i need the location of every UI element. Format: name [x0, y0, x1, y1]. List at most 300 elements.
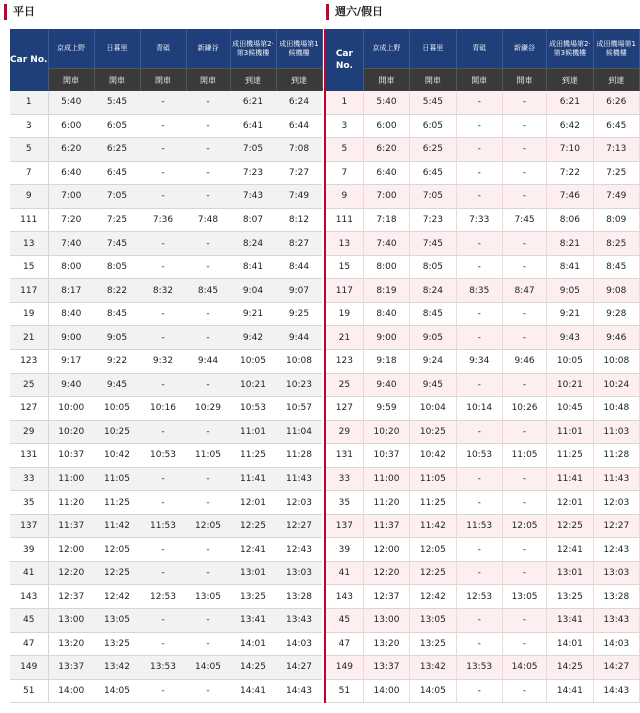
weekend-header-5: 成田機場第2‧第3候機樓: [547, 29, 593, 69]
time-cell: -: [502, 185, 546, 209]
time-cell: 13:00: [363, 609, 409, 633]
car-number-cell: 39: [325, 538, 363, 562]
time-cell: -: [140, 491, 186, 515]
car-number-cell: 41: [325, 561, 363, 585]
time-cell: 12:27: [276, 514, 322, 538]
time-cell: 6:00: [363, 114, 409, 138]
time-cell: 10:05: [230, 350, 276, 374]
time-cell: 7:45: [502, 208, 546, 232]
table-row: [325, 185, 640, 209]
time-cell: 9:05: [547, 279, 593, 303]
table-row: [325, 302, 640, 326]
weekday-timetable: [10, 29, 323, 703]
time-cell: -: [186, 138, 230, 162]
table-row: [10, 467, 322, 491]
time-cell: 13:28: [593, 585, 639, 609]
time-cell: -: [502, 538, 546, 562]
time-cell: 8:00: [363, 255, 409, 279]
time-cell: 7:00: [363, 185, 409, 209]
weekday-subheader-5: 到達: [276, 69, 322, 92]
table-row: [325, 138, 640, 162]
time-cell: -: [186, 326, 230, 350]
time-cell: -: [456, 373, 502, 397]
time-cell: 9:59: [363, 397, 409, 421]
time-cell: 9:05: [94, 326, 140, 350]
car-number-cell: 149: [10, 656, 48, 680]
time-cell: 11:41: [547, 467, 593, 491]
time-cell: 5:45: [410, 91, 456, 114]
table-row: [10, 138, 322, 162]
time-cell: 9:45: [410, 373, 456, 397]
car-number-cell: 29: [10, 420, 48, 444]
time-cell: 11:42: [410, 514, 456, 538]
time-cell: -: [186, 561, 230, 585]
time-cell: -: [502, 326, 546, 350]
time-cell: 13:01: [547, 561, 593, 585]
time-cell: 10:00: [48, 397, 94, 421]
time-cell: 9:28: [593, 302, 639, 326]
table-row: [10, 561, 322, 585]
car-number-cell: 9: [325, 185, 363, 209]
table-row: [325, 91, 640, 114]
weekend-subheader-1: 開車: [410, 69, 456, 92]
time-cell: -: [140, 326, 186, 350]
time-cell: 13:01: [230, 561, 276, 585]
table-row: [325, 326, 640, 350]
time-cell: 9:46: [502, 350, 546, 374]
time-cell: 10:57: [276, 397, 322, 421]
time-cell: 7:10: [547, 138, 593, 162]
time-cell: -: [186, 302, 230, 326]
time-cell: 10:23: [276, 373, 322, 397]
time-cell: 12:43: [276, 538, 322, 562]
time-cell: 10:04: [410, 397, 456, 421]
table-row: [325, 255, 640, 279]
time-cell: 11:25: [410, 491, 456, 515]
table-row: [10, 255, 322, 279]
time-cell: 9:46: [593, 326, 639, 350]
time-cell: 9:44: [276, 326, 322, 350]
time-cell: 9:45: [94, 373, 140, 397]
time-cell: 14:27: [276, 656, 322, 680]
time-cell: 10:45: [547, 397, 593, 421]
time-cell: 12:01: [230, 491, 276, 515]
car-number-cell: 7: [325, 161, 363, 185]
time-cell: 7:49: [276, 185, 322, 209]
time-cell: 7:40: [48, 232, 94, 256]
time-cell: 9:24: [410, 350, 456, 374]
time-cell: -: [502, 302, 546, 326]
time-cell: -: [456, 114, 502, 138]
time-cell: 10:37: [363, 444, 409, 468]
time-cell: 5:40: [48, 91, 94, 114]
weekday-header-1: 京成上野: [48, 29, 94, 69]
time-cell: 6:00: [48, 114, 94, 138]
time-cell: 6:21: [547, 91, 593, 114]
time-cell: 8:45: [410, 302, 456, 326]
weekend-subheader-4: 到達: [547, 69, 593, 92]
car-number-cell: 45: [10, 609, 48, 633]
time-cell: 9:21: [547, 302, 593, 326]
time-cell: -: [456, 185, 502, 209]
car-number-cell: 111: [325, 208, 363, 232]
time-cell: 8:45: [593, 255, 639, 279]
time-cell: 12:25: [230, 514, 276, 538]
time-cell: 14:43: [276, 679, 322, 703]
time-cell: 12:41: [230, 538, 276, 562]
time-cell: -: [186, 609, 230, 633]
time-cell: -: [456, 161, 502, 185]
table-row: [10, 609, 322, 633]
table-row: [10, 538, 322, 562]
time-cell: 7:43: [230, 185, 276, 209]
time-cell: -: [456, 255, 502, 279]
weekend-header-1: 京成上野: [363, 29, 409, 69]
time-cell: 13:25: [230, 585, 276, 609]
time-cell: 8:21: [547, 232, 593, 256]
time-cell: -: [186, 679, 230, 703]
time-cell: 11:04: [276, 420, 322, 444]
time-cell: 7:25: [94, 208, 140, 232]
time-cell: 13:25: [410, 632, 456, 656]
time-cell: -: [456, 632, 502, 656]
time-cell: 9:00: [363, 326, 409, 350]
time-cell: 9:05: [410, 326, 456, 350]
table-row: [325, 585, 640, 609]
time-cell: 12:20: [363, 561, 409, 585]
time-cell: 14:05: [186, 656, 230, 680]
time-cell: 12:25: [94, 561, 140, 585]
time-cell: -: [456, 538, 502, 562]
weekend-header-2: 日暮里: [410, 29, 456, 69]
time-cell: 13:43: [276, 609, 322, 633]
time-cell: 7:05: [94, 185, 140, 209]
time-cell: -: [502, 609, 546, 633]
time-cell: -: [186, 538, 230, 562]
table-row: [10, 420, 322, 444]
car-number-cell: 123: [325, 350, 363, 374]
time-cell: 8:24: [410, 279, 456, 303]
time-cell: 8:41: [230, 255, 276, 279]
time-cell: 10:53: [230, 397, 276, 421]
time-cell: 10:20: [363, 420, 409, 444]
table-row: [325, 279, 640, 303]
time-cell: 11:53: [140, 514, 186, 538]
time-cell: 6:41: [230, 114, 276, 138]
weekday-header-0: Car No.: [10, 29, 48, 91]
car-number-cell: 117: [10, 279, 48, 303]
table-row: [10, 302, 322, 326]
time-cell: -: [186, 185, 230, 209]
time-cell: 6:26: [593, 91, 639, 114]
time-cell: 6:40: [363, 161, 409, 185]
car-number-cell: 149: [325, 656, 363, 680]
table-row: [10, 679, 322, 703]
table-row: [325, 397, 640, 421]
table-row: [325, 679, 640, 703]
time-cell: 7:05: [230, 138, 276, 162]
car-number-cell: 143: [10, 585, 48, 609]
time-cell: 13:53: [456, 656, 502, 680]
time-cell: 7:49: [593, 185, 639, 209]
time-cell: 7:08: [276, 138, 322, 162]
time-cell: -: [502, 632, 546, 656]
time-cell: 9:40: [363, 373, 409, 397]
time-cell: 9:34: [456, 350, 502, 374]
weekday-header-5: 成田機場第2‧第3候機樓: [230, 29, 276, 69]
time-cell: 14:41: [230, 679, 276, 703]
time-cell: -: [186, 232, 230, 256]
time-cell: 8:00: [48, 255, 94, 279]
car-number-cell: 39: [10, 538, 48, 562]
time-cell: 11:05: [410, 467, 456, 491]
time-cell: 10:42: [94, 444, 140, 468]
time-cell: -: [140, 420, 186, 444]
time-cell: 5:40: [363, 91, 409, 114]
table-row: [325, 609, 640, 633]
time-cell: 13:05: [186, 585, 230, 609]
weekday-header-2: 日暮里: [94, 29, 140, 69]
car-number-cell: 1: [325, 91, 363, 114]
time-cell: -: [502, 114, 546, 138]
table-row: [10, 161, 322, 185]
car-number-cell: 51: [325, 679, 363, 703]
time-cell: -: [140, 161, 186, 185]
time-cell: 6:24: [276, 91, 322, 114]
weekend-section-title: 週六/假日: [326, 4, 383, 20]
weekday-header-3: 青砥: [140, 29, 186, 69]
table-row: [325, 161, 640, 185]
time-cell: 7:20: [48, 208, 94, 232]
table-row: [325, 444, 640, 468]
time-cell: 14:05: [502, 656, 546, 680]
time-cell: 11:42: [94, 514, 140, 538]
table-row: [10, 279, 322, 303]
time-cell: 13:00: [48, 609, 94, 633]
time-cell: 8:32: [140, 279, 186, 303]
time-cell: 11:25: [547, 444, 593, 468]
car-number-cell: 19: [10, 302, 48, 326]
weekend-timetable: [324, 29, 640, 703]
car-number-cell: 15: [325, 255, 363, 279]
time-cell: 14:05: [410, 679, 456, 703]
car-number-cell: 19: [325, 302, 363, 326]
car-number-cell: 1: [10, 91, 48, 114]
car-number-cell: 33: [10, 467, 48, 491]
time-cell: 10:21: [547, 373, 593, 397]
time-cell: 8:17: [48, 279, 94, 303]
table-row: [325, 514, 640, 538]
time-cell: 12:03: [276, 491, 322, 515]
time-cell: 12:05: [410, 538, 456, 562]
time-cell: 9:08: [593, 279, 639, 303]
car-number-cell: 15: [10, 255, 48, 279]
time-cell: 14:03: [593, 632, 639, 656]
table-row: [325, 114, 640, 138]
time-cell: -: [140, 538, 186, 562]
time-cell: 10:37: [48, 444, 94, 468]
time-cell: 8:22: [94, 279, 140, 303]
car-number-cell: 3: [10, 114, 48, 138]
weekend-subheader-5: 到達: [593, 69, 639, 92]
table-row: [325, 632, 640, 656]
time-cell: -: [456, 302, 502, 326]
time-cell: -: [186, 255, 230, 279]
time-cell: 12:25: [410, 561, 456, 585]
time-cell: 8:05: [410, 255, 456, 279]
table-row: [10, 444, 322, 468]
time-cell: -: [456, 491, 502, 515]
time-cell: 7:45: [94, 232, 140, 256]
table-row: [10, 232, 322, 256]
time-cell: 7:48: [186, 208, 230, 232]
time-cell: -: [140, 255, 186, 279]
time-cell: 10:16: [140, 397, 186, 421]
time-cell: 11:28: [593, 444, 639, 468]
time-cell: 8:45: [186, 279, 230, 303]
car-number-cell: 13: [10, 232, 48, 256]
time-cell: 13:41: [230, 609, 276, 633]
time-cell: 13:25: [94, 632, 140, 656]
time-cell: -: [456, 609, 502, 633]
table-row: [325, 420, 640, 444]
time-cell: 12:05: [186, 514, 230, 538]
time-cell: 11:03: [593, 420, 639, 444]
time-cell: 6:05: [94, 114, 140, 138]
time-cell: 6:21: [230, 91, 276, 114]
table-row: [10, 185, 322, 209]
time-cell: 9:18: [363, 350, 409, 374]
time-cell: 6:45: [410, 161, 456, 185]
time-cell: 8:07: [230, 208, 276, 232]
table-row: [325, 538, 640, 562]
weekend-header-3: 青砥: [456, 29, 502, 69]
car-number-cell: 33: [325, 467, 363, 491]
time-cell: 7:23: [410, 208, 456, 232]
time-cell: 10:25: [94, 420, 140, 444]
car-number-cell: 25: [10, 373, 48, 397]
time-cell: 10:20: [48, 420, 94, 444]
time-cell: 8:35: [456, 279, 502, 303]
time-cell: 12:20: [48, 561, 94, 585]
time-cell: -: [456, 326, 502, 350]
time-cell: -: [456, 91, 502, 114]
time-cell: 13:05: [410, 609, 456, 633]
table-row: [10, 585, 322, 609]
time-cell: 7:22: [547, 161, 593, 185]
time-cell: 13:53: [140, 656, 186, 680]
time-cell: 6:05: [410, 114, 456, 138]
time-cell: 7:25: [593, 161, 639, 185]
time-cell: 13:03: [276, 561, 322, 585]
table-row: [10, 514, 322, 538]
time-cell: 10:26: [502, 397, 546, 421]
table-row: [325, 561, 640, 585]
time-cell: 10:48: [593, 397, 639, 421]
time-cell: -: [140, 609, 186, 633]
time-cell: 11:20: [363, 491, 409, 515]
weekday-subheader-3: 開車: [186, 69, 230, 92]
time-cell: -: [186, 632, 230, 656]
time-cell: -: [502, 679, 546, 703]
time-cell: 14:25: [230, 656, 276, 680]
time-cell: 6:20: [363, 138, 409, 162]
weekday-header-6: 成田機場第1候機樓: [276, 29, 322, 69]
time-cell: 8:44: [276, 255, 322, 279]
weekend-header-6: 成田機場第1候機樓: [593, 29, 639, 69]
time-cell: 7:23: [230, 161, 276, 185]
time-cell: -: [502, 373, 546, 397]
car-number-cell: 3: [325, 114, 363, 138]
time-cell: 6:42: [547, 114, 593, 138]
car-number-cell: 5: [325, 138, 363, 162]
time-cell: 12:42: [410, 585, 456, 609]
time-cell: 7:46: [547, 185, 593, 209]
time-cell: 10:21: [230, 373, 276, 397]
car-number-cell: 111: [10, 208, 48, 232]
time-cell: -: [140, 467, 186, 491]
time-cell: 11:25: [94, 491, 140, 515]
time-cell: 8:06: [547, 208, 593, 232]
weekday-section-title: 平日: [4, 4, 35, 20]
time-cell: -: [186, 373, 230, 397]
time-cell: 10:08: [593, 350, 639, 374]
time-cell: 11:25: [230, 444, 276, 468]
time-cell: -: [502, 255, 546, 279]
car-number-cell: 123: [10, 350, 48, 374]
car-number-cell: 127: [325, 397, 363, 421]
time-cell: 11:20: [48, 491, 94, 515]
time-cell: 11:43: [276, 467, 322, 491]
car-number-cell: 9: [10, 185, 48, 209]
time-cell: 7:05: [410, 185, 456, 209]
time-cell: 8:41: [547, 255, 593, 279]
table-row: [325, 373, 640, 397]
time-cell: -: [502, 467, 546, 491]
time-cell: 9:40: [48, 373, 94, 397]
time-cell: 8:25: [593, 232, 639, 256]
table-row: [325, 232, 640, 256]
time-cell: 12:37: [363, 585, 409, 609]
time-cell: 12:03: [593, 491, 639, 515]
table-row: [10, 91, 322, 114]
time-cell: 14:05: [94, 679, 140, 703]
time-cell: 7:18: [363, 208, 409, 232]
time-cell: -: [456, 679, 502, 703]
time-cell: 14:43: [593, 679, 639, 703]
time-cell: -: [186, 91, 230, 114]
weekday-subheader-2: 開車: [140, 69, 186, 92]
car-number-cell: 143: [325, 585, 363, 609]
car-number-cell: 13: [325, 232, 363, 256]
time-cell: 12:05: [502, 514, 546, 538]
time-cell: 8:47: [502, 279, 546, 303]
time-cell: 14:03: [276, 632, 322, 656]
time-cell: 14:00: [363, 679, 409, 703]
time-cell: 6:25: [410, 138, 456, 162]
time-cell: 11:00: [363, 467, 409, 491]
time-cell: 6:44: [276, 114, 322, 138]
table-row: [10, 656, 322, 680]
time-cell: -: [502, 232, 546, 256]
time-cell: -: [502, 138, 546, 162]
car-number-cell: 131: [325, 444, 363, 468]
time-cell: 9:17: [48, 350, 94, 374]
time-cell: 10:29: [186, 397, 230, 421]
time-cell: 11:41: [230, 467, 276, 491]
time-cell: -: [456, 561, 502, 585]
time-cell: 11:37: [363, 514, 409, 538]
